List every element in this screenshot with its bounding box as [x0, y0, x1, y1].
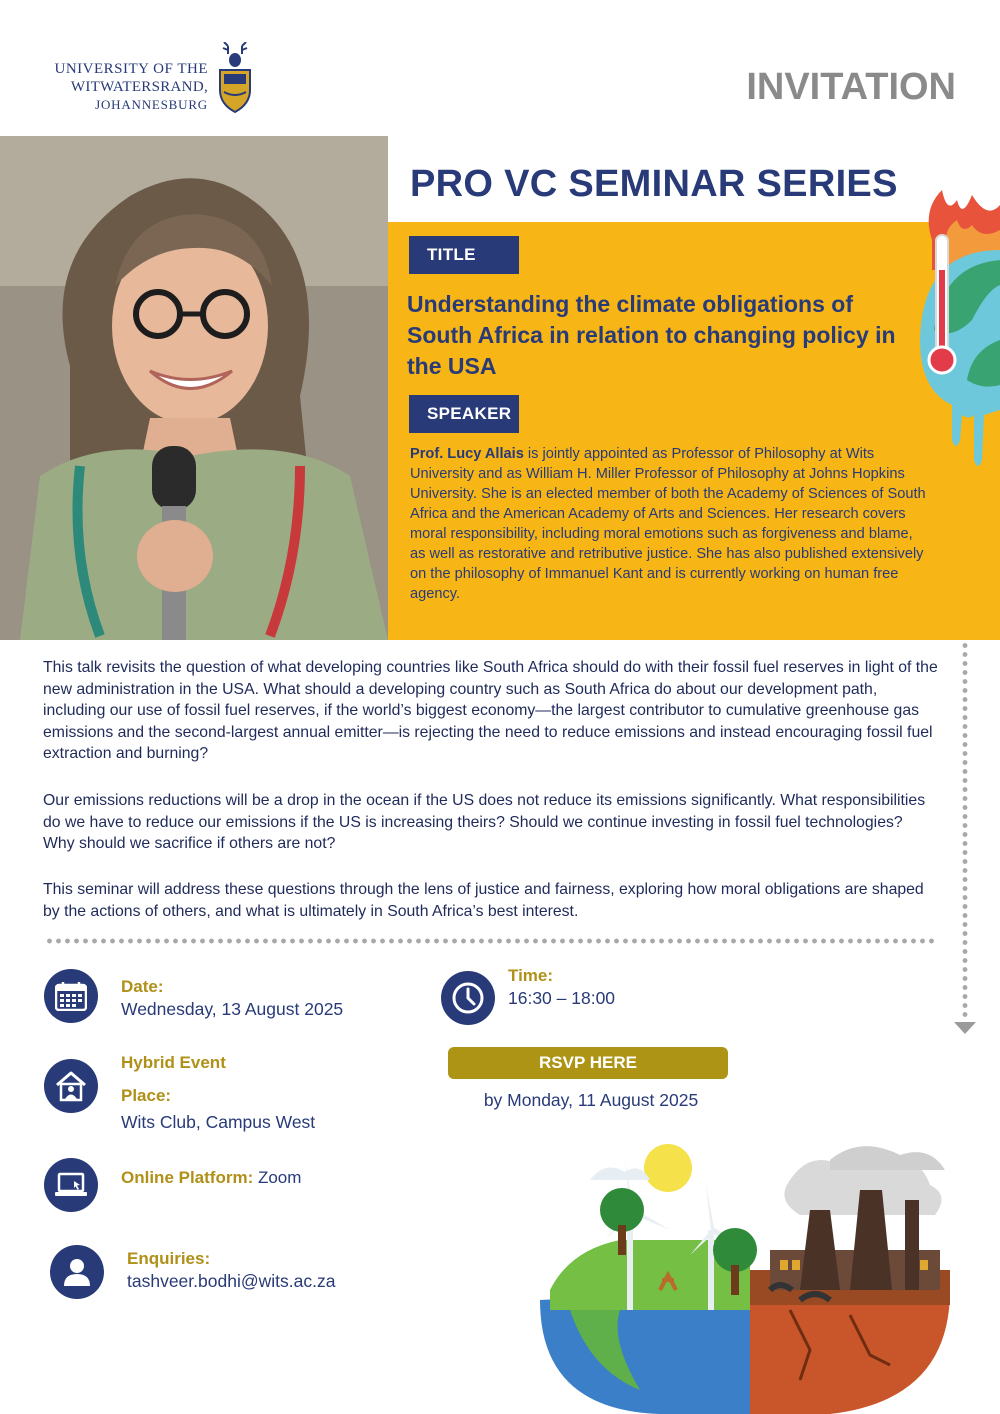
logo-line-3: JOHANNESBURG: [95, 97, 208, 112]
online-platform-value: Zoom: [253, 1168, 302, 1187]
arrow-down-icon: [954, 1022, 976, 1034]
speaker-bio: [410, 444, 930, 604]
home-icon: [44, 1059, 98, 1113]
title-tag: TITLE: [409, 236, 519, 274]
speaker-name: Prof. Lucy Allais: [410, 446, 524, 462]
horizontal-dotted-divider: [45, 938, 935, 944]
place-label: Place:: [121, 1086, 172, 1105]
laptop-icon: [44, 1158, 98, 1212]
online-platform: [121, 1168, 301, 1188]
rsvp-button[interactable]: RSVP HERE: [448, 1047, 728, 1079]
abstract-paragraph-1: This talk revisits the question of what developing countries like South Africa should do with their fossil fuel reserves in light of the new administration in the USA. What should a developing country such as South Africa do about our development path, including our use of fossil fuel reserves, if the world’s biggest economy—the largest contributor to cumulative greenhouse gas emissions and the second-largest annual emitter—is rejecting the need to reduce emissions and instead encouraging fossil fuel extraction and burning?: [43, 659, 938, 762]
environment-illustration: [530, 1140, 970, 1414]
place-value: Wits Club, Campus West: [121, 1112, 316, 1132]
university-logo: [42, 42, 257, 116]
clock-icon: [441, 971, 495, 1025]
abstract-paragraph-2: Our emissions reductions will be a drop in the ocean if the US does not reduce its emissions significantly. What responsibilities do we have to reduce our emissions if the US is increasing theirs? Should we continue investing in fossil fuel technologies? Why should we sacrifice if others are not?: [43, 792, 926, 852]
talk-title: Understanding the climate obligations of South Africa in relation to changing policy in the USA: [407, 291, 896, 379]
speaker-tag: SPEAKER: [409, 395, 519, 433]
person-icon: [50, 1245, 104, 1299]
invitation-heading: INVITATION: [746, 66, 956, 108]
time-value: 16:30 – 18:00: [508, 988, 616, 1008]
logo-line-2: WITWATERSRAND,: [70, 79, 208, 95]
crest-icon: [214, 42, 256, 114]
date-value: Wednesday, 13 August 2025: [121, 999, 344, 1019]
online-platform-label: Online Platform:: [121, 1168, 254, 1187]
date-label: Date:: [121, 977, 164, 996]
event-type: Hybrid Event: [121, 1053, 226, 1072]
time-label: Time:: [508, 966, 554, 985]
vertical-dotted-divider: [961, 641, 969, 1019]
speaker-photo: [0, 136, 388, 640]
calendar-icon: [44, 969, 98, 1023]
logo-line-1: UNIVERSITY OF THE: [54, 61, 208, 77]
seminar-series-title: PRO VC SEMINAR SERIES: [410, 163, 898, 205]
rsvp-deadline: by Monday, 11 August 2025: [483, 1090, 699, 1110]
logo-text: [42, 60, 208, 114]
enquiries-email[interactable]: tashveer.bodhi@wits.ac.za: [127, 1271, 336, 1291]
speaker-bio-text: is jointly appointed as Professor of Philosophy at Wits University and as William H. Miller Professor of Philosophy at Johns Hopkins University. She is an elected member of both the Academy of Sciences of South Africa and the American Academy of Arts and Sciences. Her research covers moral responsibility, including moral emotions such as forgiveness and blame, as well as restorative and retributive justice. She has also published extensively on the philosophy of Immanuel Kant and is currently working on human free agency.: [410, 446, 926, 602]
melting-globe-icon: [912, 190, 1000, 470]
enquiries-label: Enquiries:: [127, 1249, 211, 1268]
abstract-paragraph-3: This seminar will address these questions through the lens of justice and fairness, exploring how moral obligations are shaped by the actions of others, and what is ultimately in South Africa’s best interest.: [43, 881, 924, 920]
